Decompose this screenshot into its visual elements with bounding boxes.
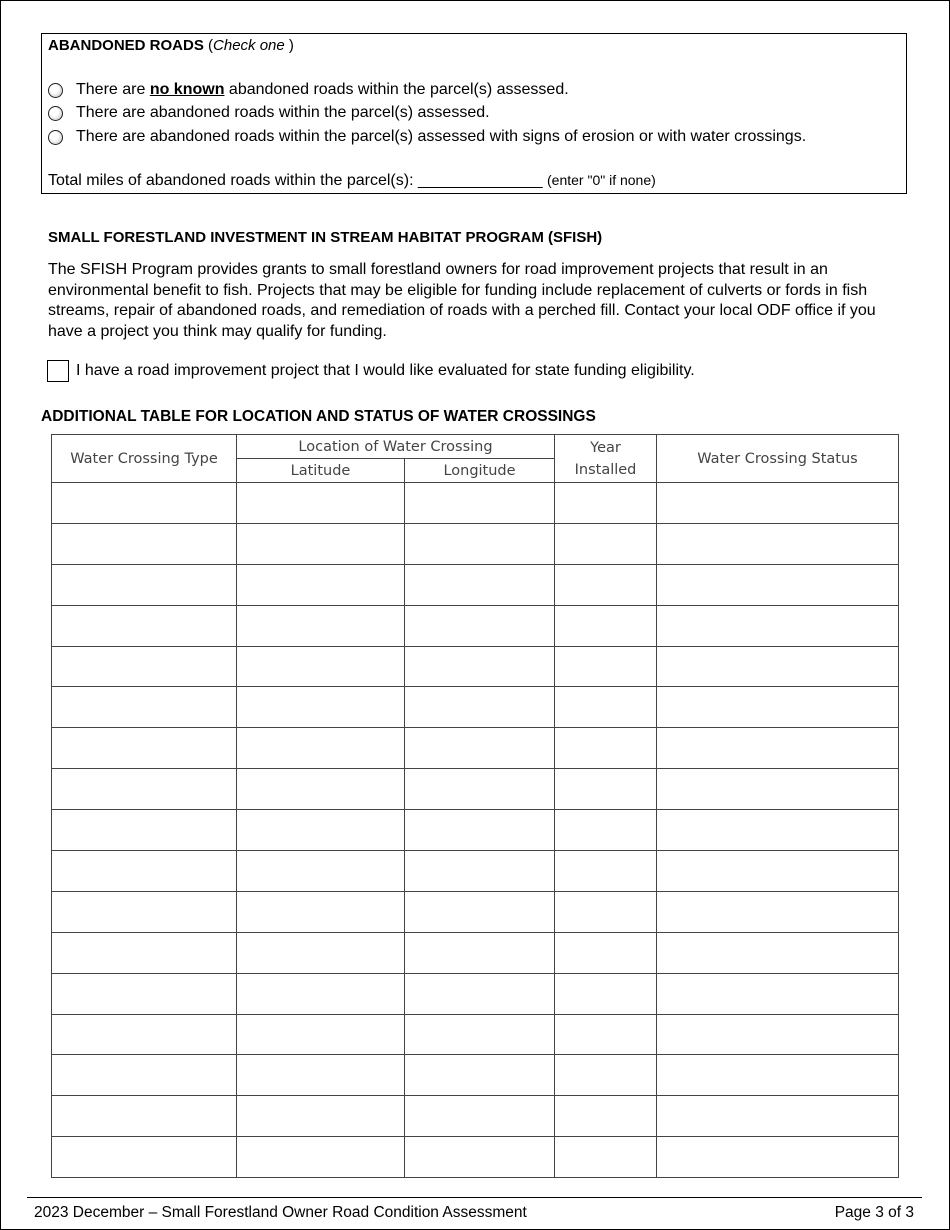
cell-type[interactable]: [52, 1055, 237, 1096]
cell-longitude[interactable]: [405, 810, 555, 851]
table-row: [52, 1096, 899, 1137]
cell-type[interactable]: [52, 1014, 237, 1055]
cell-status[interactable]: [657, 973, 899, 1014]
cell-longitude[interactable]: [405, 891, 555, 932]
cell-longitude[interactable]: [405, 523, 555, 564]
cell-year[interactable]: [555, 483, 657, 524]
cell-type[interactable]: [52, 891, 237, 932]
cell-latitude[interactable]: [237, 891, 405, 932]
cell-status[interactable]: [657, 810, 899, 851]
header-latitude: Latitude: [237, 459, 405, 483]
cell-year[interactable]: [555, 564, 657, 605]
cell-type[interactable]: [52, 605, 237, 646]
cell-latitude[interactable]: [237, 932, 405, 973]
cell-latitude[interactable]: [237, 1096, 405, 1137]
cell-latitude[interactable]: [237, 483, 405, 524]
total-miles-field[interactable]: Total miles of abandoned roads within the parcel(s): ______________ (enter "0" if none): [48, 172, 656, 189]
cell-latitude[interactable]: [237, 523, 405, 564]
cell-latitude[interactable]: [237, 1137, 405, 1178]
header-longitude: Longitude: [405, 459, 555, 483]
funding-evaluation-option[interactable]: [47, 360, 695, 382]
cell-longitude[interactable]: [405, 687, 555, 728]
cell-status[interactable]: [657, 932, 899, 973]
table-row: [52, 973, 899, 1014]
cell-status[interactable]: [657, 646, 899, 687]
cell-longitude[interactable]: [405, 851, 555, 892]
table-row: [52, 810, 899, 851]
cell-type[interactable]: [52, 973, 237, 1014]
table-row: [52, 932, 899, 973]
checkbox-label: I have a road improvement project that I would like evaluated for state funding eligibility.: [76, 362, 695, 379]
table-title: ADDITIONAL TABLE FOR LOCATION AND STATUS OF WATER CROSSINGS: [41, 408, 596, 425]
cell-year[interactable]: [555, 851, 657, 892]
cell-status[interactable]: [657, 523, 899, 564]
cell-year[interactable]: [555, 605, 657, 646]
footer-title: 2023 December – Small Forestland Owner Road Condition Assessment: [34, 1204, 527, 1221]
abandoned-roads-box: [41, 33, 907, 194]
table-row: [52, 1014, 899, 1055]
radio-button[interactable]: [48, 106, 63, 121]
cell-type[interactable]: [52, 646, 237, 687]
cell-type[interactable]: [52, 523, 237, 564]
footer-divider: [27, 1197, 922, 1198]
cell-longitude[interactable]: [405, 1014, 555, 1055]
cell-latitude[interactable]: [237, 564, 405, 605]
cell-status[interactable]: [657, 564, 899, 605]
header-year-installed: Year Installed: [555, 435, 657, 483]
cell-year[interactable]: [555, 1096, 657, 1137]
option-no-known-roads[interactable]: There are no known abandoned roads within the parcel(s) assessed.: [48, 81, 569, 99]
cell-status[interactable]: [657, 483, 899, 524]
table-row: [52, 851, 899, 892]
table-row: [52, 483, 899, 524]
cell-latitude[interactable]: [237, 605, 405, 646]
cell-status[interactable]: [657, 769, 899, 810]
cell-latitude[interactable]: [237, 1014, 405, 1055]
cell-longitude[interactable]: [405, 973, 555, 1014]
cell-latitude[interactable]: [237, 646, 405, 687]
cell-type[interactable]: [52, 769, 237, 810]
page-number: Page 3 of 3: [834, 1204, 914, 1221]
cell-latitude[interactable]: [237, 810, 405, 851]
cell-longitude[interactable]: [405, 646, 555, 687]
table-row: [52, 1137, 899, 1178]
cell-type[interactable]: [52, 932, 237, 973]
cell-latitude[interactable]: [237, 769, 405, 810]
cell-longitude[interactable]: [405, 483, 555, 524]
cell-year[interactable]: [555, 932, 657, 973]
cell-status[interactable]: [657, 1096, 899, 1137]
cell-year[interactable]: [555, 1014, 657, 1055]
cell-year[interactable]: [555, 687, 657, 728]
cell-type[interactable]: [52, 1137, 237, 1178]
sfish-title: SMALL FORESTLAND INVESTMENT IN STREAM HABITAT PROGRAM (SFISH): [48, 229, 603, 246]
cell-type[interactable]: [52, 564, 237, 605]
table-row: [52, 769, 899, 810]
cell-status[interactable]: [657, 1137, 899, 1178]
cell-type[interactable]: [52, 687, 237, 728]
table-row: [52, 564, 899, 605]
cell-latitude[interactable]: [237, 687, 405, 728]
cell-year[interactable]: [555, 810, 657, 851]
cell-type[interactable]: [52, 1096, 237, 1137]
cell-year[interactable]: [555, 973, 657, 1014]
cell-longitude[interactable]: [405, 605, 555, 646]
table-row: [52, 605, 899, 646]
abandoned-roads-title: ABANDONED ROADS (Check one ): [48, 37, 294, 54]
cell-latitude[interactable]: [237, 1055, 405, 1096]
cell-status[interactable]: [657, 1055, 899, 1096]
table-row: [52, 523, 899, 564]
cell-year[interactable]: [555, 1137, 657, 1178]
table-row: [52, 728, 899, 769]
header-location: Location of Water Crossing: [237, 435, 555, 459]
table-row: [52, 687, 899, 728]
cell-longitude[interactable]: [405, 769, 555, 810]
cell-type[interactable]: [52, 483, 237, 524]
cell-status[interactable]: [657, 891, 899, 932]
cell-latitude[interactable]: [237, 851, 405, 892]
cell-type[interactable]: [52, 810, 237, 851]
cell-latitude[interactable]: [237, 973, 405, 1014]
cell-type[interactable]: [52, 851, 237, 892]
table-row: [52, 1055, 899, 1096]
cell-status[interactable]: [657, 687, 899, 728]
cell-year[interactable]: [555, 523, 657, 564]
cell-longitude[interactable]: [405, 932, 555, 973]
cell-longitude[interactable]: [405, 1096, 555, 1137]
cell-longitude[interactable]: [405, 564, 555, 605]
checkbox[interactable]: [47, 360, 69, 382]
table-body: [52, 483, 899, 1178]
option-abandoned-roads[interactable]: There are abandoned roads within the parcel(s) assessed.: [48, 104, 490, 122]
cell-type[interactable]: [52, 728, 237, 769]
option-abandoned-roads-erosion[interactable]: There are abandoned roads within the parcel(s) assessed with signs of erosion or with water crossings.: [48, 128, 806, 146]
water-crossings-table: [51, 434, 899, 1178]
header-water-crossing-type: Water Crossing Type: [52, 435, 237, 483]
cell-year[interactable]: [555, 769, 657, 810]
cell-status[interactable]: [657, 1014, 899, 1055]
header-water-crossing-status: Water Crossing Status: [657, 435, 899, 483]
cell-year[interactable]: [555, 1055, 657, 1096]
table-row: [52, 891, 899, 932]
cell-longitude[interactable]: [405, 1137, 555, 1178]
cell-status[interactable]: [657, 851, 899, 892]
cell-longitude[interactable]: [405, 728, 555, 769]
cell-year[interactable]: [555, 646, 657, 687]
cell-longitude[interactable]: [405, 1055, 555, 1096]
cell-status[interactable]: [657, 605, 899, 646]
radio-button[interactable]: [48, 130, 63, 145]
radio-button[interactable]: [48, 83, 63, 98]
cell-year[interactable]: [555, 891, 657, 932]
cell-year[interactable]: [555, 728, 657, 769]
cell-status[interactable]: [657, 728, 899, 769]
cell-latitude[interactable]: [237, 728, 405, 769]
table-row: [52, 646, 899, 687]
sfish-paragraph: The SFISH Program provides grants to small forestland owners for road improvement projects that result in an environmental benefit to fish. Projects that may be eligible for funding include replacement of culverts or fords in fish streams, repair of abandoned roads, and remediation of roads with a perched fill. Contact your local ODF office if you have a project you think may qualify for funding.: [48, 261, 876, 340]
